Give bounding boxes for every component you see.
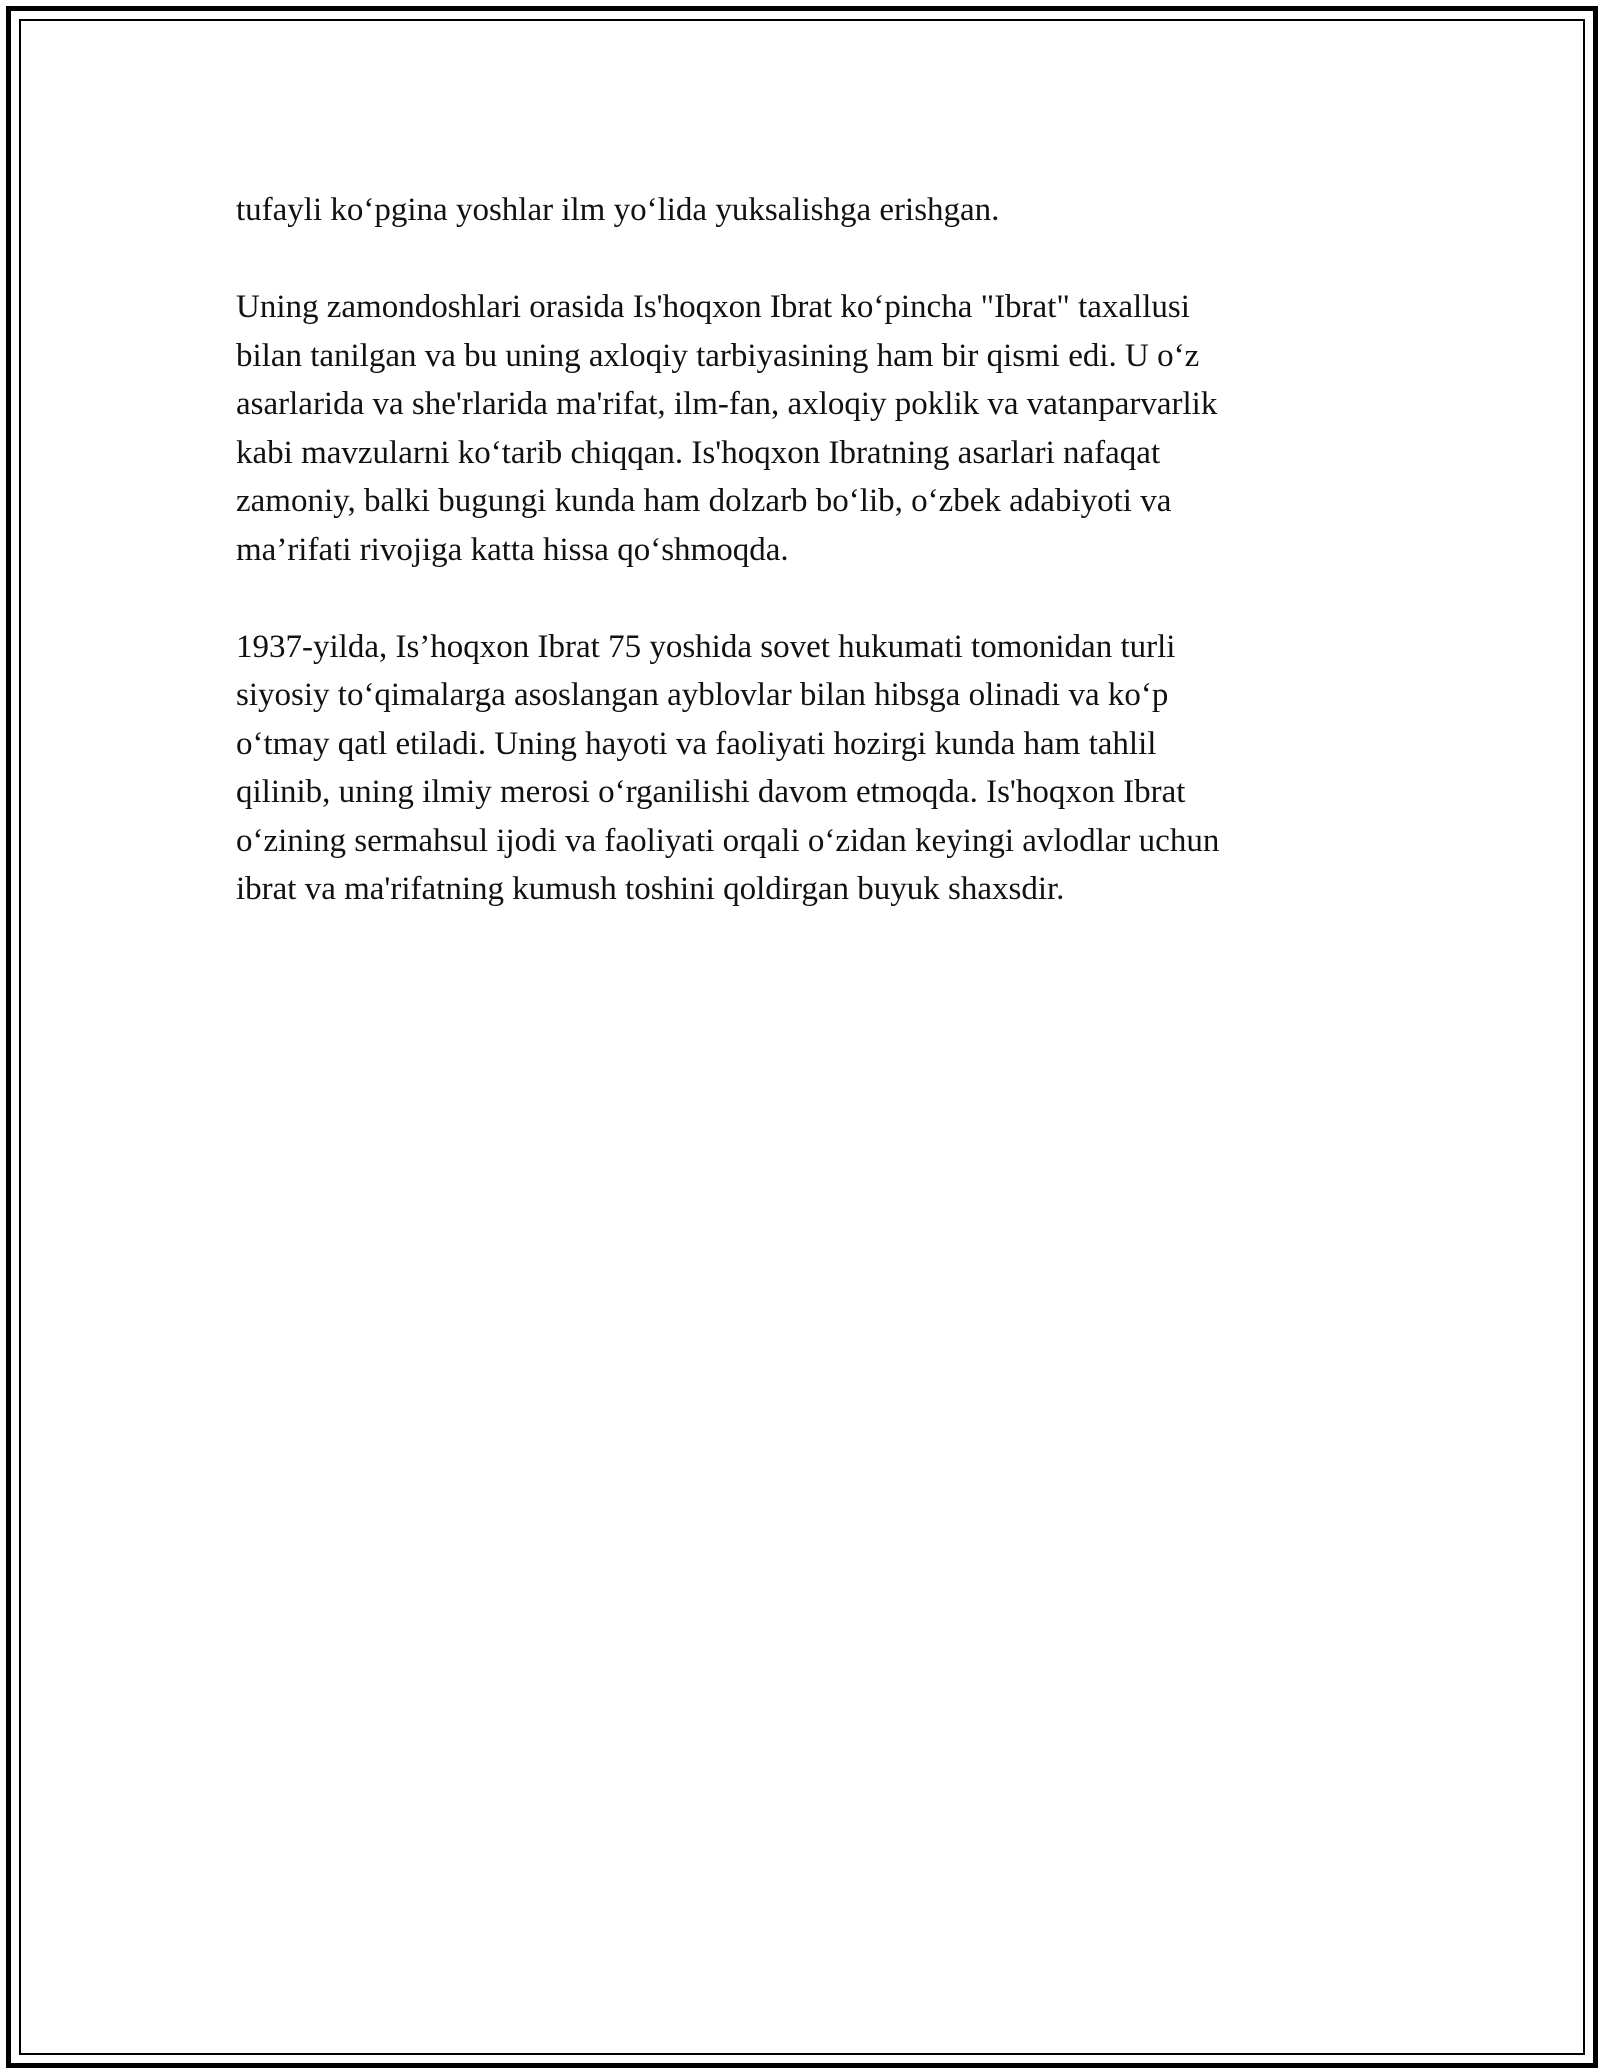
paragraph-ibrat-pseudonym: Uning zamondoshlari orasida Is'hoqxon Ibrat ko‘pincha "Ibrat" taxallusi bilan tanilgan va bu uning axloqiy tarbiyasining ham bir qismi edi. U o‘z asarlarida va she'rlarida ma'rifat, ilm-fan, axloqiy poklik va vatanparvarlik kabi mavzularni ko‘tarib chiqqan. Is'hoqxon Ibratning asarlari nafaqat zamoniy, balki bugungi kunda ham dolzarb bo‘lib, o‘zbek adabiyoti va ma’rifati rivojiga katta hissa qo‘shmoqda.: [236, 289, 1218, 568]
paragraph-1937-arrest: 1937-yilda, Is’hoqxon Ibrat 75 yoshida sovet hukumati tomonidan turli siyosiy to‘qimalarga asoslangan ayblovlar bilan hibsga olinadi va ko‘p o‘tmay qatl etiladi. Uning hayoti va faoliyati hozirgi kunda ham tahlil qilinib, uning ilmiy merosi o‘rganilishi davom etmoqda. Is'hoqxon Ibrat o‘zining sermahsul ijodi va faoliyati orqali o‘zidan keyingi avlodlar uchun ibrat va ma'rifatning kumush toshini qoldirgan buyuk shaxsdir.: [236, 628, 1220, 907]
document-body: [236, 186, 1356, 962]
paragraph-continuation: tufayli ko‘pgina yoshlar ilm yo‘lida yuksalishga erishgan.: [236, 192, 1000, 228]
